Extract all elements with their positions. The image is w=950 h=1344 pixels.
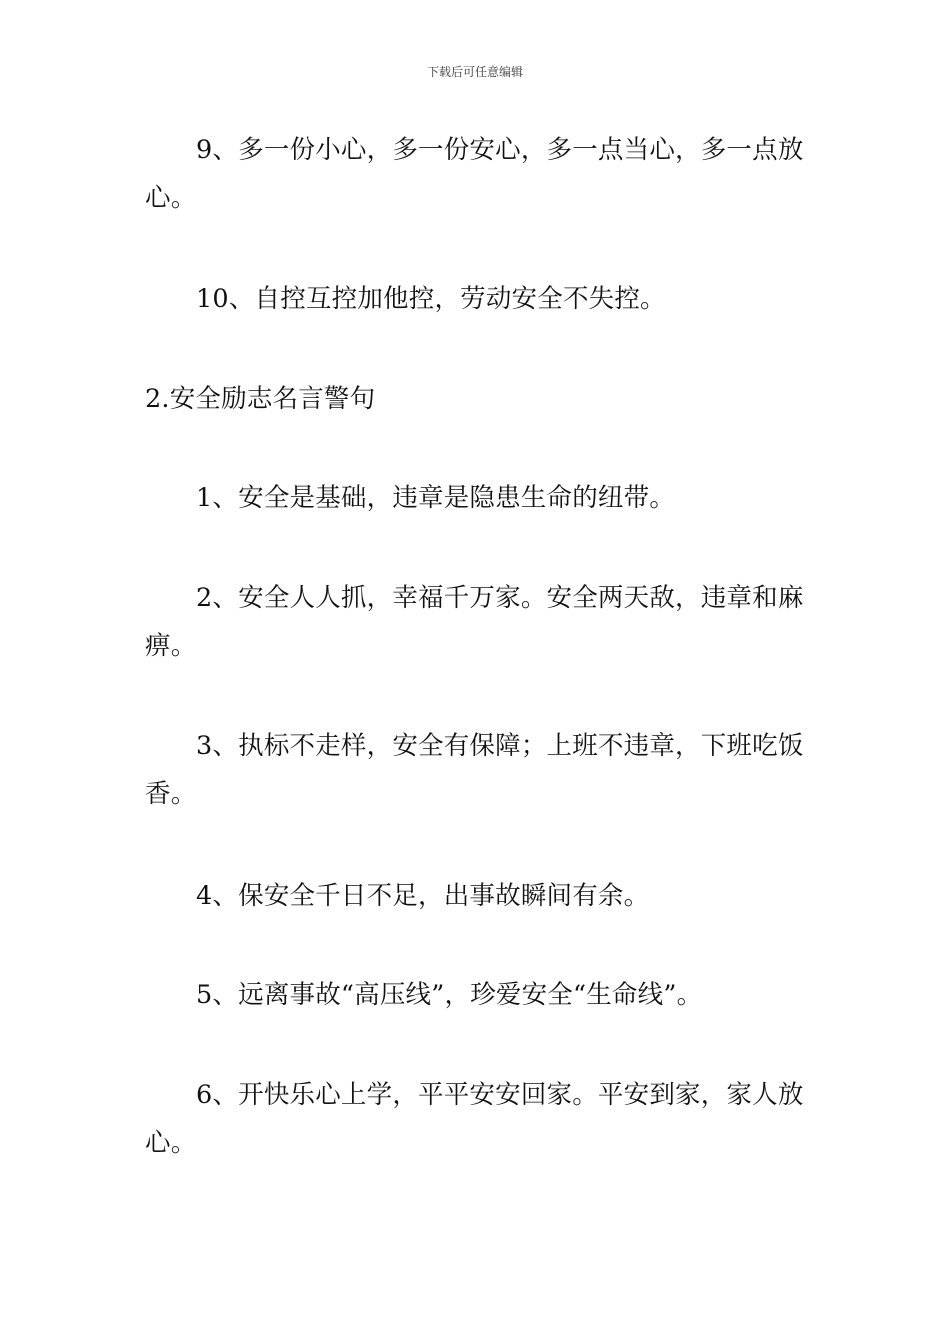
paragraph-item-3: 3、执标不走样，安全有保障；上班不违章，下班吃饭香。 xyxy=(145,731,804,809)
section-heading: 2.安全励志名言警句 xyxy=(145,384,376,414)
paragraph-item-4: 4、保安全千日不足，出事故瞬间有余。 xyxy=(196,881,650,911)
page-header: 下载后可任意编辑 xyxy=(426,65,523,79)
paragraph-item-1: 1、安全是基础，违章是隐患生命的纽带。 xyxy=(196,483,676,513)
paragraph-item-6: 6、开快乐心上学，平平安安回家。平安到家，家人放心。 xyxy=(145,1080,804,1158)
paragraph-item-5: 5、远离事故“高压线”，珍爱安全“生命线”。 xyxy=(196,980,703,1010)
paragraph-item-2: 2、安全人人抓，幸福千万家。安全两天敌，违章和麻痹。 xyxy=(145,583,804,661)
paragraph-item-9: 9、多一份小心，多一份安心，多一点当心，多一点放心。 xyxy=(145,135,804,213)
paragraph-item-10: 10、自控互控加他控，劳动安全不失控。 xyxy=(196,284,666,314)
